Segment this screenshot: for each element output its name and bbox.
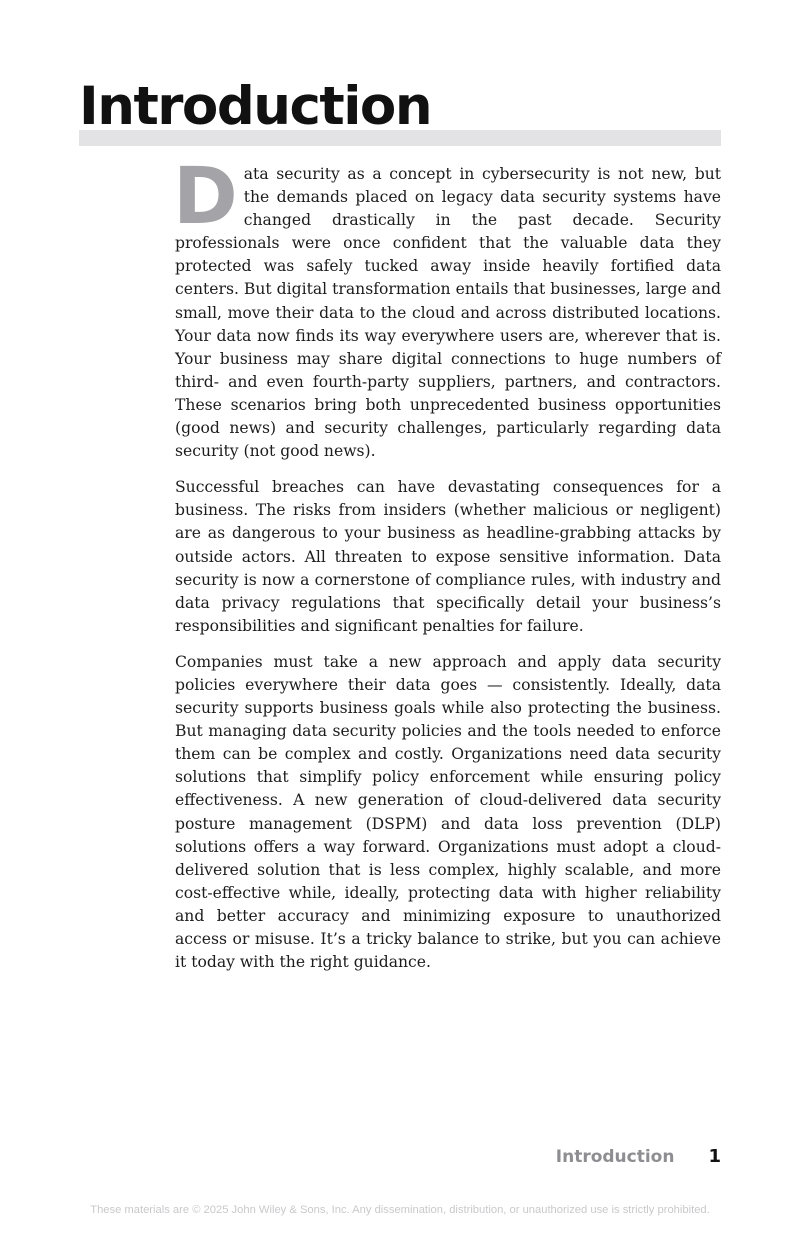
page-footer bbox=[556, 1146, 721, 1167]
page-title: Introduction bbox=[79, 76, 432, 137]
chapter-heading-block bbox=[79, 72, 721, 146]
page-number: 1 bbox=[708, 1146, 721, 1167]
copyright-notice: These materials are © 2025 John Wiley & Sons, Inc. Any dissemination, distribution, or unauthorized use is strictly prohibited. bbox=[90, 1204, 710, 1216]
body-text bbox=[173, 152, 721, 987]
paragraph-1 bbox=[173, 152, 721, 463]
paragraph-2: Successful breaches can have devastating consequences for a business. The risks from insiders (whether malicious or negligent) are as dangerous to your business as headline-grabbing attacks by outside actors. All threaten to expose sensitive information. Data security is now a cornerstone of compliance rules, with industry and data privacy regulations that specifically detail your business’s responsibilities and significant penalties for failure. bbox=[175, 478, 721, 635]
paragraph-1-text: ata security as a concept in cybersecurity is not new, but the demands placed on legacy data security systems have changed drastically in the past decade. Security professionals were once confident that the valuable data they protected was safely tucked away inside heavily fortified data centers. But digital transformation entails that businesses, large and small, move their data to the cloud and across distributed locations. Your data now finds its way everywhere users are, wherever that is. Your business may share digital connections to huge numbers of third- and even fourth-party suppliers, partners, and contractors. These scenarios bring both unprecedented business opportunities (good news) and security challenges, particularly regarding data security (not good news). bbox=[175, 165, 721, 461]
drop-cap-letter: D bbox=[173, 152, 238, 242]
paragraph-3: Companies must take a new approach and apply data security policies everywhere their data goes — consistently. Ideally, data security supports business goals while also protecting the business. But managing data security policies and the tools needed to enforce them can be complex and costly. Organizations need data security solutions that simplify policy enforcement while ensuring policy effectiveness. A new generation of cloud-delivered data security posture management (DSPM) and data loss prevention (DLP) solutions offers a way forward. Organizations must adopt a cloud-delivered solution that is less complex, highly scalable, and more cost-effective while, ideally, protecting data with higher reliability and better accuracy and minimizing exposure to unauthorized access or misuse. It’s a tricky balance to strike, but you can achieve it today with the right guidance. bbox=[175, 652, 721, 972]
footer-section-title: Introduction bbox=[555, 1147, 675, 1167]
